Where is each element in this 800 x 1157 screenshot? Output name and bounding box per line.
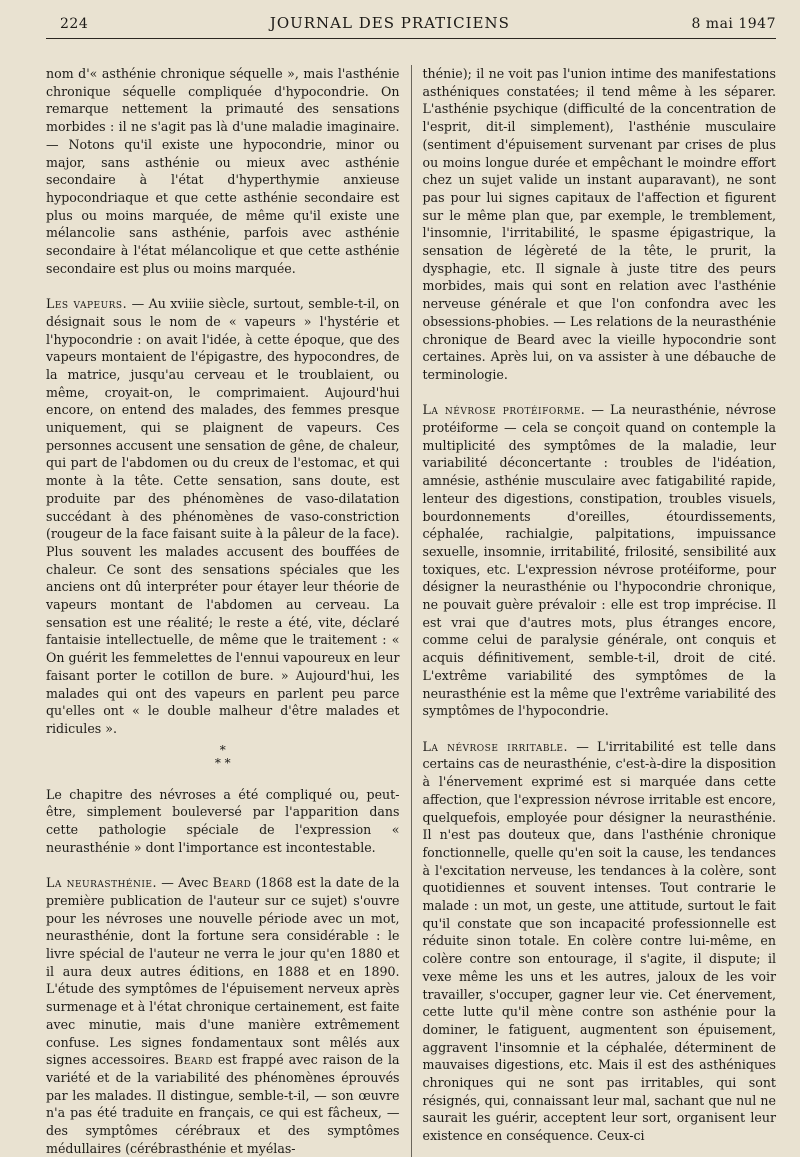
page-header <box>46 14 776 39</box>
text-nevrose-proteiforme: — La neurasthénie, névrose protéiforme — cela se conçoit quand on contemple la multiplicité des symptômes de la maladie, leur variabilité déconcertante : troubles de l'idéation, amnésie, asthénie musculaire avec fatigabilité rapide, lenteur des digestions, constipation, troubles visuels, bourdonnements d'oreilles, étourdissements, céphalée, rachialgie, palpitations, impuissance sexuelle, insomnie, irritabilité, frilosité, sensibilité aux toxiques, etc. L'expression névrose protéiforme, pour désigner la neurasthénie ou l'hypocondrie chronique, ne pouvait guère prévaloir : elle est trop imprécise. Il est vrai que d'autres mots, plus étranges encore, comme celui de paralysie générale, ont conquis et acquis définitivement, semble-t-il, droit de cité. L'extrême variabilité des symptômes de la neurasthénie est la même que l'extrême variabilité des symptômes de l'hypocondrie. <box>422 402 777 719</box>
issue-date: 8 mai 1947 <box>691 16 776 32</box>
section-nevrose-irritable <box>423 738 777 1145</box>
heading-nevrose-proteiforme: La névrose protéiforme. <box>422 402 586 418</box>
paragraph-asthenie-sequelle: nom d'« asthénie chronique séquelle », mais l'asthénie chronique séquelle compliquée d'hypocondrie. On remarque nettement la primauté des sensations morbides : il ne s'agit pas là d'une maladie imaginaire. — Notons qu'il existe une hypocondrie, minor ou major, sans asthénie ou mieux avec asthénie secondaire à l'état d'hyperthymie anxieuse hypocondriaque et que cette asthénie secondaire est plus ou moins marquée, de même qu'il existe une mélancolie sans asthénie, parfois avec asthénie secondaire à l'état mélancolique et que cette asthénie secondaire est plus ou moins marquée. <box>46 66 400 276</box>
paragraph-nevroses: Le chapitre des névroses a été compliqué ou, peut-être, simplement bouleversé par l'apparition dans cette pathologie spéciale de l'expression « neurasthénie » dont l'importance est incontestable. <box>46 786 400 855</box>
left-column <box>46 65 411 1157</box>
page-number: 224 <box>60 16 89 32</box>
text-nevrose-irritable: — L'irritabilité est telle dans certains cas de neurasthénie, c'est-à-dire la disposition à l'énervement exprimé est si marquée dans cette affection, que l'expression névrose irritable est encore, quelquefois, employée pour désigner la neurasthénie. Il n'est pas douteux que, dans l'asthénie chronique fonctionnelle, quelle qu'en soit la cause, les tendances à l'excitation nerveuse, les tendances à la colère, sont quotidiennes et souvent intenses. Tout contrarie le malade : un mot, un geste, une attitude, surtout le fait qu'il constate que son incapacité professionnelle est réduite sinon totale. En colère contre lui-même, en colère contre son entourage, il s'agite, il dispute; il vexe même les uns et les autres, jaloux de les voir travailler, s'occuper, gagner leur vie. Cet énervement, cette lutte qu'il mène contre son asthénie pour la dominer, le fatiguent, augmentent son épuisement, aggravent l'insomnie et la céphalée, déterminent de mauvaises digestions, etc. Mais il est des asthéniques chroniques qui ne sont pas irritables, qui sont résignés, qui, connaissant leur mal, sachant que nul ne saurait les guérir, acceptent leur sort, organisent leur existence en conséquence. Ceux-ci <box>422 738 776 1144</box>
heading-vapeurs: Les vapeurs. <box>46 296 128 312</box>
heading-nevrose-irritable: La névrose irritable. <box>422 738 568 754</box>
section-vapeurs <box>46 295 400 738</box>
section-nevrose-proteiforme <box>423 401 777 720</box>
section-neurasthenie: La neurasthénie. — Avec Beard (1868 est la date de la première publication de l'auteur sur ce sujet) s'ouvre pour les névroses une nouvelle période avec un mot, neurasthénie, dont la fortune sera considérable : le livre spécial de l'auteur ne verra le jour qu'en 1880 et il aura deux autres éditions, en 1888 et en 1890. L'étude des symptômes de l'épuisement nerveux après surmenage et à l'état chronique certainement, est faite avec minutie, mais d'une manière extrêmement confuse. Les signes fondamentaux sont mêlés aux signes accessoires. Beard est frappé avec raison de la variété et de la variabilité des phénomènes éprouvés par les malades. Il distingue, semble-t-il, — son œuvre n'a pas été traduite en français, ce qui est fâcheux, — des symptômes cérébraux et des symptômes médullaires (cérébrasthénie et myélas- <box>46 875 400 1156</box>
article-columns <box>46 65 776 1157</box>
section-separator: * * * <box>214 742 231 770</box>
paragraph-myelasthenie: thénie); il ne voit pas l'union intime des manifestations asthéniques constatées; il tend même à les séparer. L'asthénie psychique (difficulté de la concentration de l'esprit, dit-il simplement), l'asthénie musculaire (sentiment d'épuisement survenant par crises de plus ou moins longue durée et empêchant le moindre effort chez un sujet valide un instant auparavant), ne sont pas pour lui signes capitaux de l'affection et figurent sur le même plan que, par exemple, le tremblement, l'insomnie, l'irritabilité, le spasme épigastrique, la sensation de légèreté de la tête, le prurit, la dysphagie, etc. Il signale à juste titre des peurs morbides, mais qui sont en relation avec l'asthénie nerveuse générale et que l'on confondra avec les obsessions-phobies. — Les relations de la neurasthénie chronique de Beard avec la vieille hypocondrie sont certaines. Après lui, on va assister à une débauche de terminologie. <box>422 66 776 382</box>
right-column <box>411 65 777 1157</box>
journal-title: JOURNAL DES PRATICIENS <box>269 14 510 32</box>
text-vapeurs: — Au xviiie siècle, surtout, semble-t-il, on désignait sous le nom de « vapeurs » l'hystérie et l'hypocondrie : on avait l'idée, à cette époque, que des vapeurs montaient de l'épigastre, des hypocondres, de la matrice, jusqu'au cerveau et le troublaient, ou même, croyait-on, le comprimaient. Aujourd'hui encore, on entend des malades, des femmes presque uniquement, qui se plaignent de vapeurs. Ces personnes accusent une sensation de gêne, de chaleur, qui part de l'abdomen ou du creux de l'estomac, et qui monte à la tête. Cette sensation, sans doute, est produite par des phénomènes de vaso-dilatation succédant à des phénomènes de vaso-constriction (rougeur de la face faisant suite à la pâleur de la face). Plus souvent les malades accusent des bouffées de chaleur. Ce sont des sensations spéciales que les anciens ont dû interpréter pour étayer leur théorie de vapeurs montant de l'abdomen au cerveau. La sensation est une réalité; le reste a été, vite, déclaré fantaisie intellectuelle, de même que le traitement : « On guérit les femmelettes de l'ennui vapoureux en leur faisant porter le cotillon de bure. » Aujourd'hui, les malades qui ont des vapeurs en parlent peu parce qu'elles ont « le double malheur d'être malades et ridicules ». <box>46 296 400 736</box>
author-name: Beard <box>212 875 252 891</box>
author-name: Beard <box>174 1052 213 1068</box>
heading-neurasthenie: La neurasthénie. <box>46 875 158 891</box>
